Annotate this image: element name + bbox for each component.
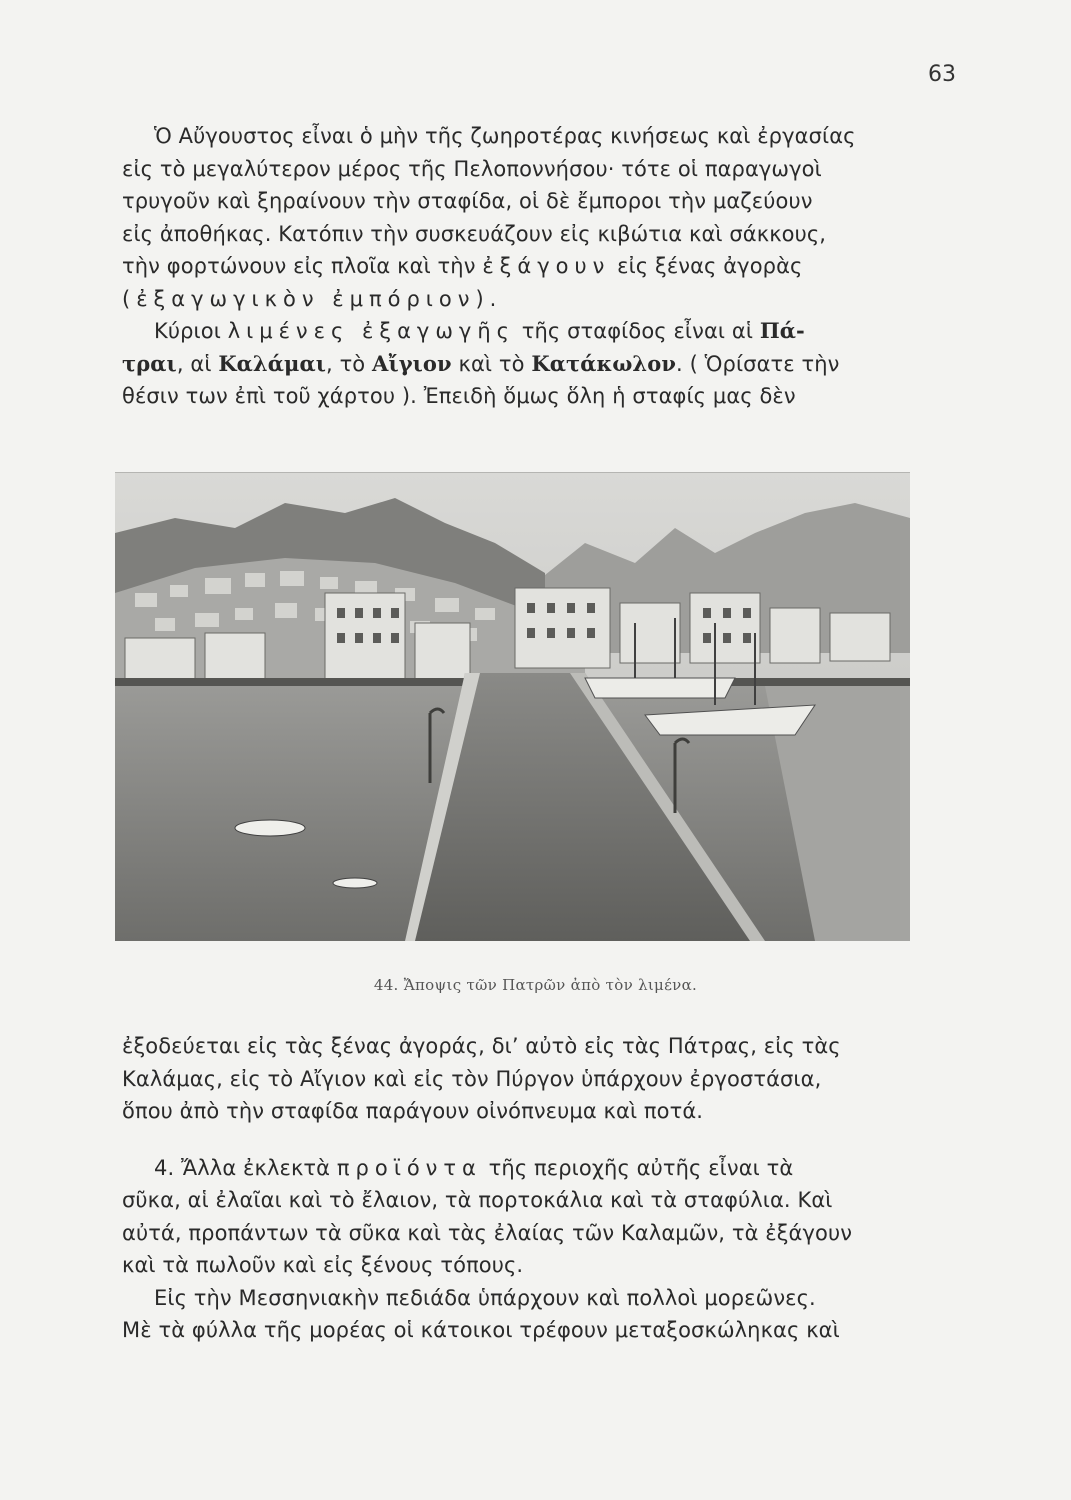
paragraph-august	[122, 120, 932, 315]
section-number: 4.	[154, 1155, 175, 1180]
harbor-photo-illustration	[115, 473, 910, 941]
text-line: Καλάμας, εἰς τὸ Αἴγιον καὶ εἰς τὸν Πύργον ὑπάρχουν ἐργοστάσια,	[122, 1066, 822, 1091]
text-line	[122, 348, 932, 381]
text-run: , αἱ	[176, 351, 219, 376]
spaced-term: λιμένες ἐξαγωγῆς	[227, 319, 515, 343]
text-line	[122, 315, 932, 348]
text-run: τῆς σταφίδος εἶναι αἱ	[515, 319, 760, 343]
bold-place-name: τραι	[122, 350, 177, 376]
text-run: τῆς περιοχῆς αὐτῆς εἶναι τὰ	[481, 1155, 794, 1180]
text-line: καὶ τὰ πωλοῦν καὶ εἰς ξένους τόπους.	[122, 1253, 524, 1277]
text-run: εἰς ξένας ἀγορὰς	[610, 254, 803, 278]
spaced-term: ἐξάγουν	[482, 254, 611, 278]
bold-place-name: Κατάκωλον	[531, 350, 677, 376]
text-run: Κύριοι	[154, 319, 228, 343]
spaced-term: προϊόντα	[336, 1155, 482, 1180]
text-run: , τὸ	[326, 351, 373, 376]
text-block-bottom	[122, 1030, 932, 1347]
text-line: εἰς ἀποθήκας. Κατόπιν τὴν συσκευάζουν εἰς κιβώτια καὶ σάκκους,	[122, 221, 827, 246]
text-run: καὶ τὸ	[451, 351, 532, 376]
figure-caption: 44. Ἄποψις τῶν Πατρῶν ἀπὸ τὸν λιμένα.	[373, 976, 698, 994]
bold-place-name: Καλάμαι	[218, 350, 327, 376]
text-block-top	[122, 120, 932, 413]
text-line	[122, 1152, 932, 1185]
text-line: σῦκα, αἱ ἐλαῖαι καὶ τὸ ἔλαιον, τὰ πορτοκάλια καὶ τὰ σταφύλια. Καὶ	[122, 1188, 833, 1212]
bold-place-name: Αἴγιον	[372, 350, 452, 376]
text-line: ὅπου ἀπὸ τὴν σταφίδα παράγουν οἰνόπνευμα καὶ ποτά.	[122, 1099, 704, 1123]
text-run: τὴν φορτώνουν εἰς πλοῖα καὶ τὴν	[122, 254, 483, 278]
text-line: τρυγοῦν καὶ ξηραίνουν τὴν σταφίδα, οἱ δὲ ἔμποροι τὴν μαζεύουν	[122, 189, 813, 213]
bold-place-name: Πά-	[759, 318, 805, 343]
paragraph-products	[122, 1152, 932, 1282]
text-run: . ( Ὁρίσατε τὴν	[676, 351, 840, 376]
harbor-photo	[115, 472, 910, 941]
spaced-term: (ἐξαγωγικὸν ἐμπόριον).	[122, 286, 503, 311]
text-line	[122, 250, 932, 283]
text-line: αὐτά, προπάντων τὰ σῦκα καὶ τὰς ἐλαίας τῶν Καλαμῶν, τὰ ἐξάγουν	[122, 1220, 853, 1245]
page-number: 63	[928, 62, 956, 87]
text-line: Ὁ Αὔγουστος εἶναι ὁ μὴν τῆς ζωηροτέρας κινήσεως καὶ ἐργασίας	[154, 124, 856, 148]
paragraph-mulberries	[122, 1282, 932, 1347]
text-line: ἐξοδεύεται εἰς τὰς ξένας ἀγοράς, δι’ αὐτὸ εἰς τὰς Πάτρας, εἰς τὰς	[122, 1034, 841, 1058]
paragraph-factories	[122, 1030, 932, 1128]
text-line: Εἰς τὴν Μεσσηνιακὴν πεδιάδα ὑπάρχουν καὶ πολλοὶ μορεῶνες.	[154, 1285, 816, 1310]
text-line: εἰς τὸ μεγαλύτερον μέρος τῆς Πελοποννήσου· τότε οἱ παραγωγοὶ	[122, 156, 822, 181]
text-run: Ἄλλα ἐκλεκτὰ	[174, 1155, 337, 1180]
text-line: θέσιν των ἐπὶ τοῦ χάρτου ). Ἐπειδὴ ὅμως ὅλη ἡ σταφίς μας δὲν	[122, 384, 796, 408]
text-line: Μὲ τὰ φύλλα τῆς μορέας οἱ κάτοικοι τρέφουν μεταξοσκώληκας καὶ	[122, 1318, 840, 1342]
paragraph-ports	[122, 315, 932, 413]
